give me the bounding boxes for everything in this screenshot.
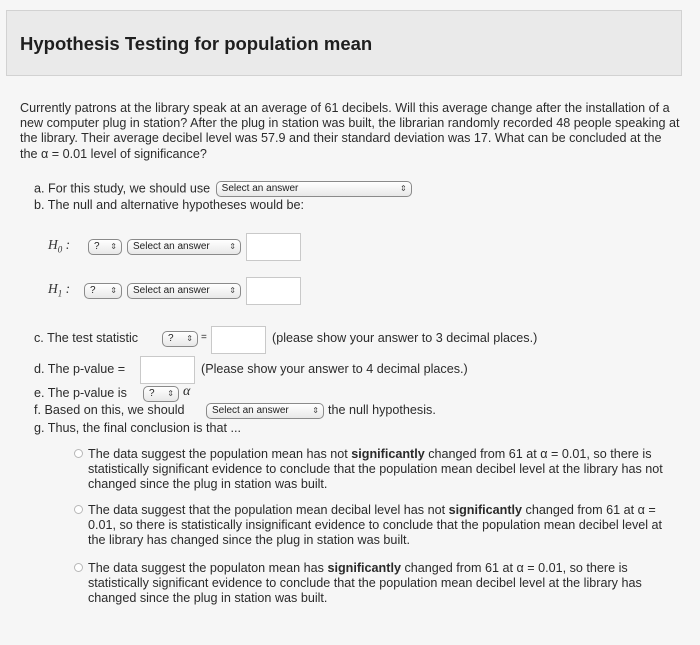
chevron-updown-icon: ⇕: [229, 242, 236, 251]
header-bar: [6, 10, 682, 76]
part-e-label: e. The p-value is: [34, 386, 127, 400]
chevron-updown-icon: ⇕: [110, 286, 117, 295]
study-type-select[interactable]: [216, 181, 412, 197]
part-g-label: g. Thus, the final conclusion is that ...: [34, 421, 241, 435]
test-statistic-note: (please show your answer to 3 decimal places.): [272, 331, 538, 345]
chevron-updown-icon: ⇕: [167, 389, 174, 398]
h0-symbol-select[interactable]: ? ⇕: [88, 239, 122, 255]
radio-button[interactable]: [74, 505, 83, 514]
page-title: Hypothesis Testing for population mean: [20, 33, 373, 54]
h0-relation-select[interactable]: Select an answer ⇕: [127, 239, 241, 255]
test-statistic-input[interactable]: [211, 326, 266, 354]
decision-select[interactable]: Select an answer ⇕: [206, 403, 324, 419]
h1-symbol-select[interactable]: ? ⇕: [84, 283, 122, 299]
chevron-updown-icon: ⇕: [229, 286, 236, 295]
chevron-updown-icon: ⇕: [110, 242, 117, 251]
h1-label: $H_1$ :: [48, 281, 71, 299]
p-value-comparison-select[interactable]: ? ⇕: [143, 386, 179, 402]
part-c-label: c. The test statistic: [34, 331, 139, 345]
part-a: [34, 181, 412, 197]
p-value-note: (Please show your answer to 4 decimal places.): [201, 362, 468, 376]
p-value-input[interactable]: [140, 356, 195, 384]
part-d-label: d. The p-value =: [34, 362, 126, 376]
chevron-updown-icon: ⇕: [186, 334, 193, 343]
test-statistic-equals: =: [201, 332, 207, 343]
test-statistic-select[interactable]: ? ⇕: [162, 331, 198, 347]
part-a-label: a. For this study, we should use: [34, 181, 211, 196]
part-b-label: b. The null and alternative hypotheses would be:: [34, 198, 305, 212]
chevron-updown-icon: ⇕: [312, 406, 319, 415]
h0-value-input[interactable]: [246, 233, 301, 261]
conclusion-option-1[interactable]: The data suggest the population mean has not significantly changed from 61 at α = 0.01, so there is statistically significant evidence to conclude that the population mean decibel level at the library has not changed since the plug in station was built.: [74, 447, 679, 493]
alpha-symbol: α: [183, 384, 191, 399]
part-f-suffix: the null hypothesis.: [328, 403, 436, 417]
h1-value-input[interactable]: [246, 277, 301, 305]
study-type-select-value: Select an answer: [221, 183, 299, 194]
conclusion-option-2[interactable]: The data suggest that the population mean decibal level has not significantly changed from 61 at α = 0.01, so there is statistically insignificant evidence to conclude that the population mean decibel level at the library has changed since the plug in station was built.: [74, 503, 679, 549]
radio-button[interactable]: [74, 449, 83, 458]
h0-label: $H_0$ :: [48, 237, 71, 255]
conclusion-option-3[interactable]: The data suggest the populaton mean has significantly changed from 61 at α = 0.01, so there is statistically significant evidence to conclude that the population mean decibel level at the library has changed since the plug in station was built.: [74, 561, 679, 607]
h1-relation-select[interactable]: Select an answer ⇕: [127, 283, 241, 299]
problem-statement: Currently patrons at the library speak at an average of 61 decibels. Will this average change after the installation of a new computer plug in station? After the plug in station was built, the librarian randomly recorded 48 people speaking at the library. Their average decibel level was 57.9 and their standard deviation was 17. What can be concluded at the the α = 0.01 level of significance?: [20, 101, 680, 161]
radio-button[interactable]: [74, 563, 83, 572]
chevron-updown-icon: ⇕: [399, 184, 407, 193]
part-f-label: f. Based on this, we should: [34, 403, 185, 417]
